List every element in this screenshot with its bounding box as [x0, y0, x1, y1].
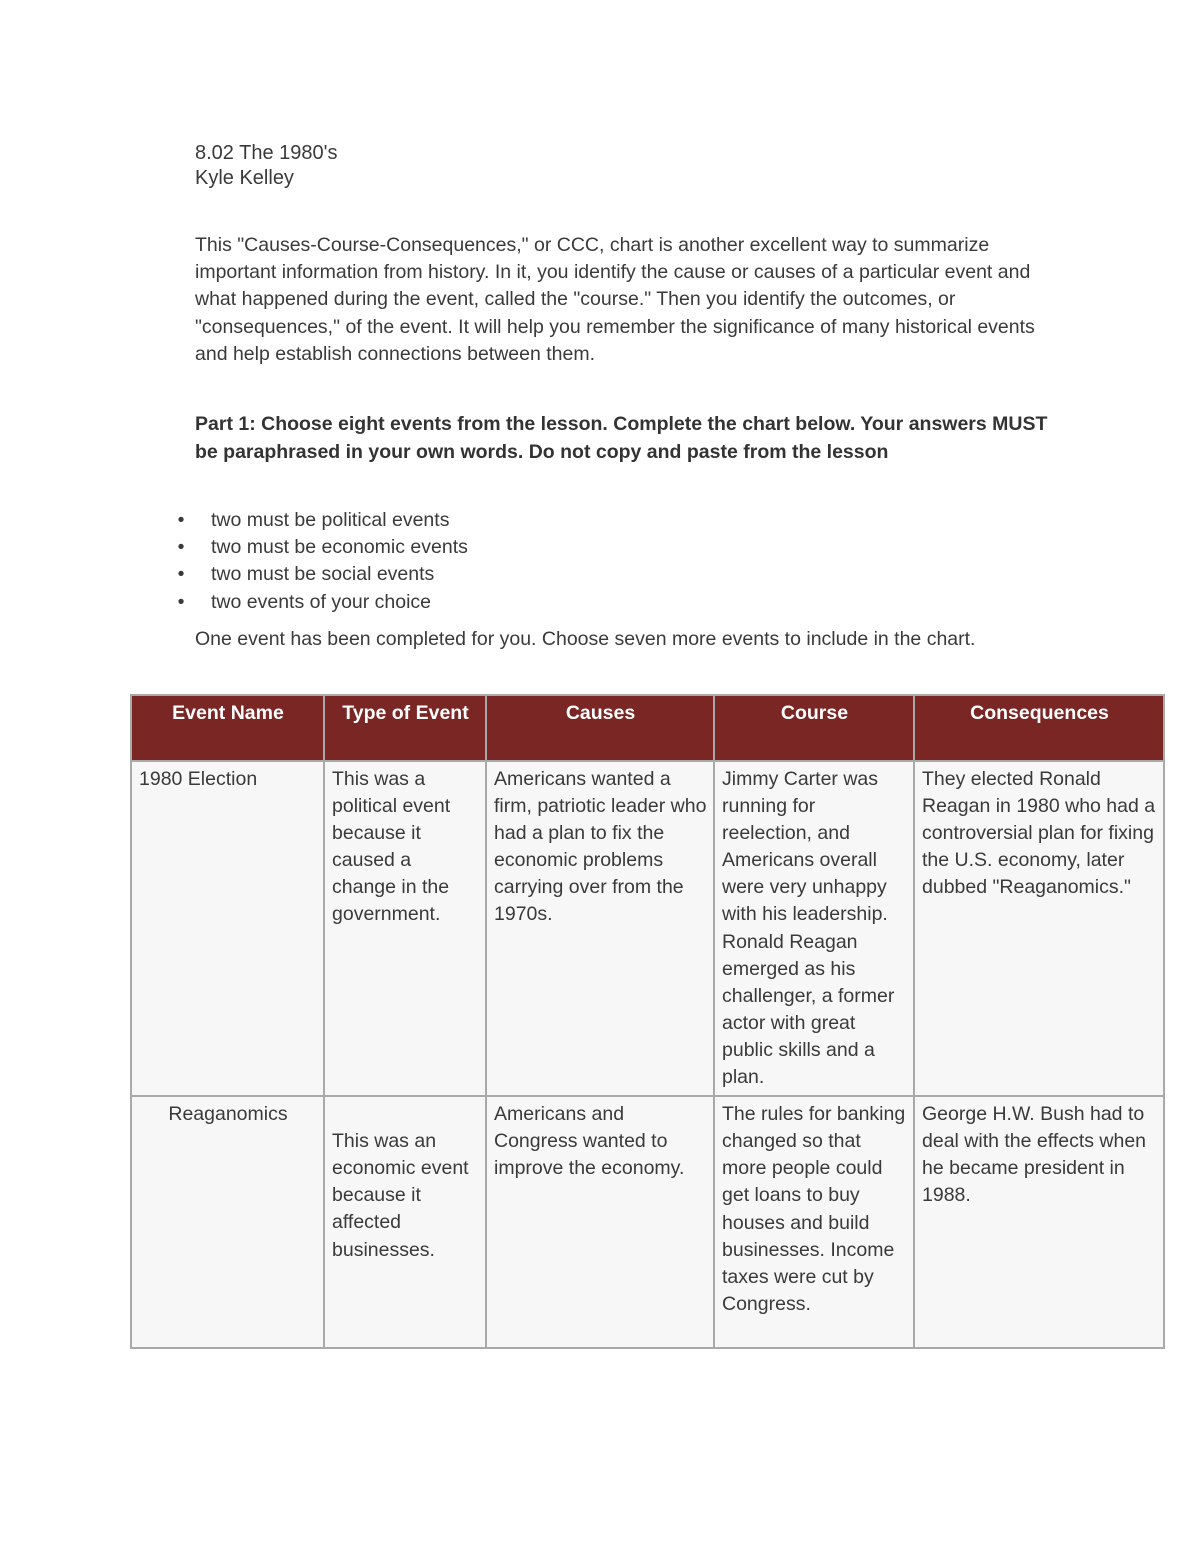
header-consequences: Consequences — [914, 695, 1164, 761]
table-row — [131, 1096, 1164, 1348]
requirements-list — [175, 507, 468, 616]
cell-consequences[interactable]: George H.W. Bush had to deal with the effects when he became president in 1988. — [914, 1096, 1164, 1348]
intro-paragraph: This "Causes-Course-Consequences," or CCC, chart is another excellent way to summarize important information from history. In it, you identify the cause or causes of a particular event and what happened during the event, called the "course." Then you identify the outcomes, or "consequences," of the event. It will help you remember the significance of many historical events and help establish connections between them. — [195, 234, 1035, 365]
table-header-row — [131, 695, 1164, 761]
assignment-title: 8.02 The 1980's — [195, 142, 338, 164]
ccc-chart-table — [130, 694, 1165, 1349]
cell-type-text: This was an economic event because it affected businesses. — [332, 1130, 469, 1261]
list-item: • two must be social events — [175, 561, 468, 588]
cell-event-name[interactable]: Reaganomics — [131, 1096, 324, 1348]
student-name: Kyle Kelley — [195, 167, 294, 189]
header-event-name: Event Name — [131, 695, 324, 761]
cell-event-name[interactable]: 1980 Election — [131, 761, 324, 1096]
part1-instructions: Part 1: Choose eight events from the lesson. Complete the chart below. Your answers MUST be paraphrased in your own words. Do not copy and paste from the lesson — [195, 413, 1048, 463]
cell-type[interactable] — [324, 1096, 486, 1348]
cell-course[interactable]: The rules for banking changed so that more people could get loans to buy houses and build businesses. Income taxes were cut by Congress. — [714, 1096, 914, 1348]
cell-course[interactable]: Jimmy Carter was running for reelection, and Americans overall were very unhappy with his leadership. Ronald Reagan emerged as his challenger, a former actor with great public skills and a plan. — [714, 761, 914, 1096]
list-item: • two events of your choice — [175, 589, 468, 616]
cell-causes[interactable]: Americans wanted a firm, patriotic leader who had a plan to fix the economic problems carrying over from the 1970s. — [486, 761, 714, 1096]
bullet-icon: • — [177, 536, 185, 559]
cell-type[interactable]: This was a political event because it caused a change in the government. — [324, 761, 486, 1096]
bullet-icon: • — [177, 509, 185, 531]
table-row — [131, 761, 1164, 1096]
document-header — [195, 141, 337, 191]
cell-spacer — [332, 1101, 479, 1128]
list-item: • two must be political events — [175, 507, 468, 534]
bullet-icon: • — [177, 590, 185, 613]
header-course: Course — [714, 695, 914, 761]
list-item: • two must be economic events — [175, 534, 468, 561]
cell-causes[interactable]: Americans and Congress wanted to improve the economy. — [486, 1096, 714, 1348]
completion-note: One event has been completed for you. Choose seven more events to include in the chart. — [195, 628, 976, 650]
header-type-of-event: Type of Event — [324, 695, 486, 761]
header-causes: Causes — [486, 695, 714, 761]
cell-consequences[interactable]: They elected Ronald Reagan in 1980 who had a controversial plan for fixing the U.S. economy, later dubbed "Reaganomics." — [914, 761, 1164, 1096]
bullet-icon: • — [177, 563, 185, 586]
